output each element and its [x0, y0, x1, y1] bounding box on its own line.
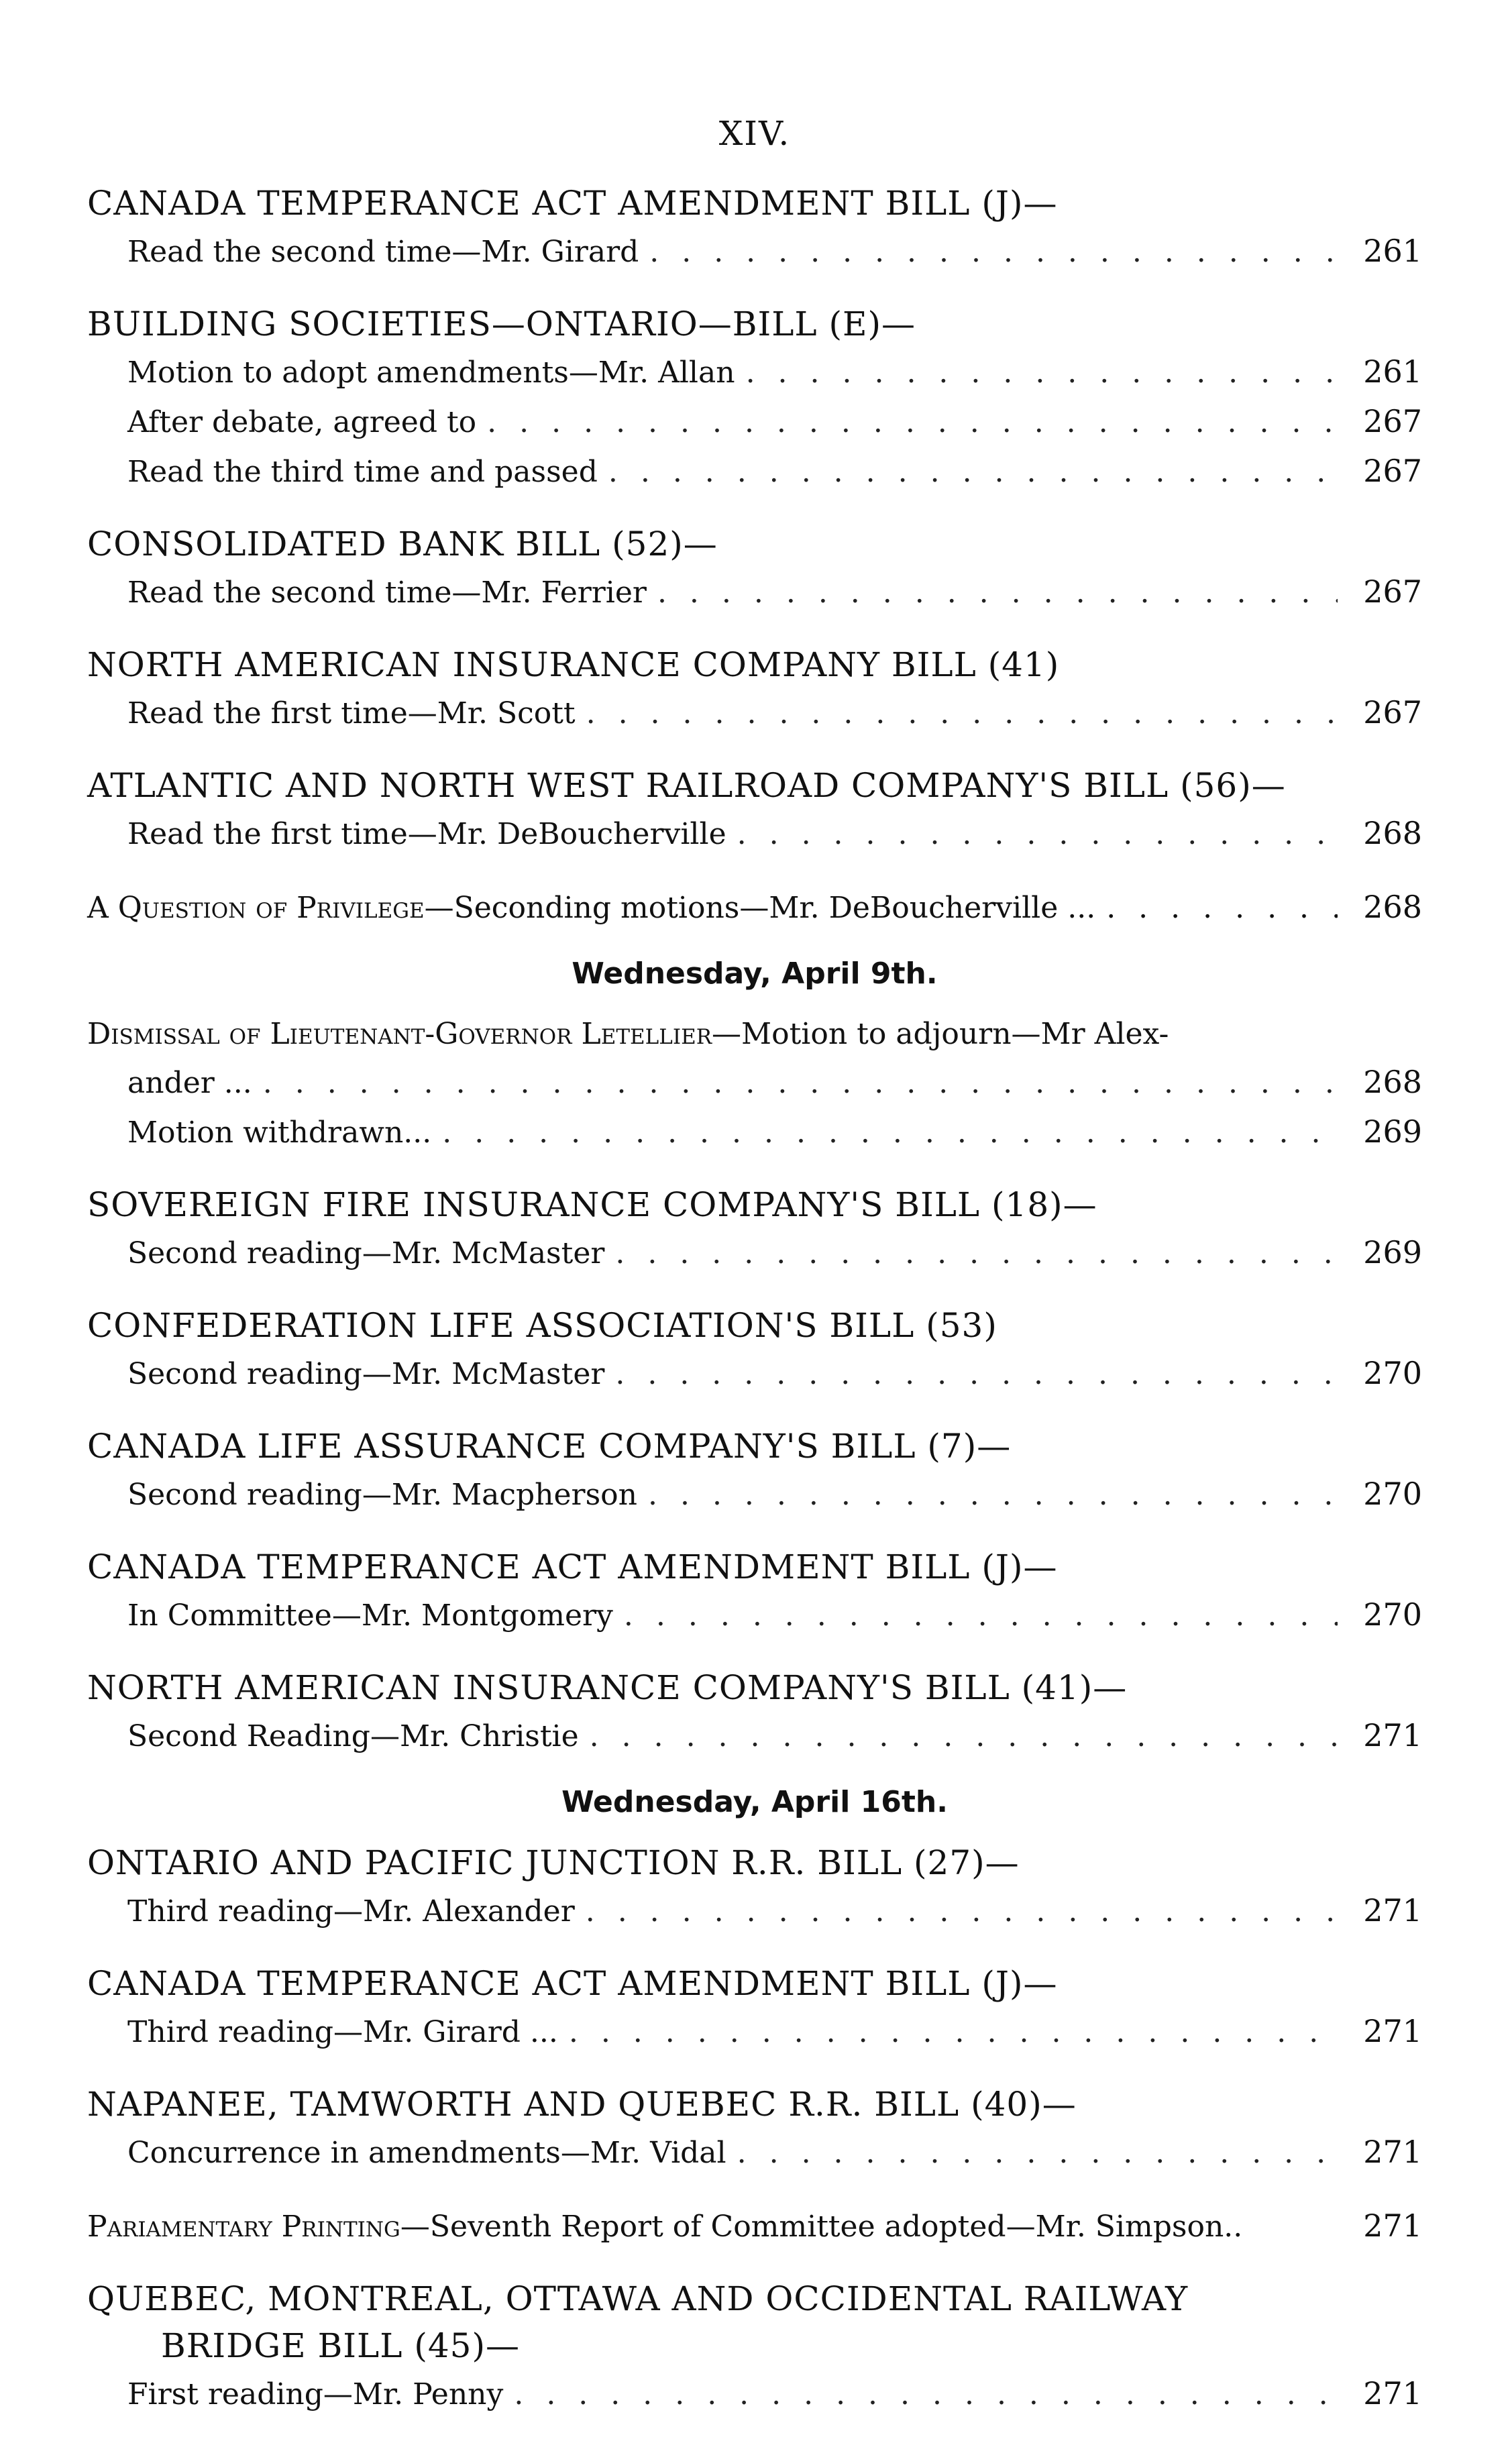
line-text: Second Reading—Mr. Christie: [127, 1719, 579, 1753]
section-april-9: [87, 957, 1422, 1761]
entry-title: CANADA TEMPERANCE ACT AMENDMENT BILL (J)—: [87, 1548, 1058, 1586]
line-text: ander ...: [127, 1066, 252, 1100]
dismissal-entry: [87, 1011, 1422, 1157]
line-text: Third reading—Mr. Alexander: [127, 1894, 575, 1929]
entry-title: CANADA LIFE ASSURANCE COMPANY'S BILL (7)—: [87, 1427, 1012, 1466]
privilege-entry: [87, 883, 1422, 932]
dismissal-rest: —Motion to adjourn—Mr Alex-: [712, 1017, 1169, 1051]
line-text: Read the first time—Mr. DeBoucherville: [127, 817, 726, 851]
index-entry: [87, 762, 1422, 859]
page-ref: 270: [1363, 1476, 1422, 1512]
index-entry: [87, 1543, 1422, 1640]
page-ref: 261: [1363, 233, 1422, 269]
line-text: Read the second time—Mr. Girard: [127, 235, 639, 269]
page-ref: 271: [1363, 2134, 1422, 2170]
page-ref: 268: [1363, 889, 1422, 925]
printing-text: [87, 2203, 1242, 2251]
entry-title: CONFEDERATION LIFE ASSOCIATION'S BILL (53): [87, 1306, 997, 1345]
index-entry: [87, 1302, 1422, 1399]
privilege-lead: A Question of Privilege: [87, 891, 425, 925]
entry-line: [87, 2007, 1422, 2057]
dismissal-lead: Dismissal of Lieutenant-Governor Letellier: [87, 1017, 712, 1051]
index-entry: [87, 521, 1422, 617]
dot-leaders: [590, 1713, 1338, 1761]
printing-lead: Pariamentary Printing: [87, 2210, 400, 2244]
dot-leaders: [514, 2371, 1338, 2419]
dot-leaders: [737, 810, 1338, 859]
entry-line: [87, 447, 1422, 496]
entry-line: [87, 1349, 1422, 1399]
index-entry: [87, 1839, 1422, 1936]
index-entry: [87, 1181, 1422, 1278]
index-entry: [87, 1664, 1422, 1761]
index-entry: [87, 301, 1422, 496]
entry-title: NORTH AMERICAN INSURANCE COMPANY'S BILL (41)—: [87, 1668, 1128, 1707]
entry-line: [87, 809, 1422, 859]
page-ref: 267: [1363, 453, 1422, 489]
dot-leaders: [648, 1471, 1338, 1519]
dot-leaders: [586, 690, 1338, 738]
dot-leaders: [615, 1230, 1338, 1278]
entry-title-continuation: BRIDGE BILL (45)—: [161, 2326, 520, 2365]
section-undated: [87, 180, 1422, 932]
dot-leaders: [1106, 884, 1338, 932]
index-entry: [87, 1423, 1422, 1519]
page-ref: 267: [1363, 574, 1422, 610]
entry-line: [87, 227, 1422, 276]
line-text: Second reading—Mr. Macpherson: [127, 1478, 637, 1512]
dot-leaders: [442, 1109, 1338, 1157]
page-ref: 271: [1363, 2208, 1422, 2244]
printing-entry: [87, 2202, 1422, 2251]
entry-line: [87, 397, 1422, 447]
dot-leaders: [624, 1592, 1338, 1640]
entry-title: NAPANEE, TAMWORTH AND QUEBEC R.R. BILL (40)—: [87, 2085, 1077, 2124]
dot-leaders: [608, 448, 1338, 496]
dot-leaders: [657, 569, 1338, 617]
privilege-rest: —Seconding motions—Mr. DeBoucherville ...: [424, 891, 1096, 925]
page-ref: 269: [1363, 1114, 1422, 1150]
index-entry: [87, 1960, 1422, 2057]
line-text: Third reading—Mr. Girard ...: [127, 2015, 558, 2049]
line-text: Motion withdrawn...: [127, 1116, 432, 1150]
date-heading: Wednesday, April 16th.: [561, 1785, 948, 1819]
entry-line: [87, 347, 1422, 397]
entry-line: [87, 1886, 1422, 1936]
page-ref: 261: [1363, 354, 1422, 390]
page-ref: 270: [1363, 1355, 1422, 1391]
index-entry: [87, 2275, 1422, 2419]
dot-leaders: [586, 1888, 1338, 1936]
entry-line: [87, 1107, 1422, 1157]
dot-leaders: [615, 1350, 1338, 1399]
index-entry: [87, 641, 1422, 738]
entry-line: [87, 1228, 1422, 1278]
privilege-text: [87, 884, 1095, 932]
entry-title: ONTARIO AND PACIFIC JUNCTION R.R. BILL (27)—: [87, 1843, 1020, 1882]
section-april-16: [87, 1785, 1422, 2419]
entry-title: CONSOLIDATED BANK BILL (52)—: [87, 525, 718, 563]
page-ref: 267: [1363, 694, 1422, 730]
entry-line: [87, 688, 1422, 738]
index-page: [87, 114, 1422, 2443]
entry-line: [87, 1590, 1422, 1640]
page-number: XIV.: [718, 114, 791, 153]
line-text: In Committee—Mr. Montgomery: [127, 1598, 613, 1633]
printing-rest: —Seventh Report of Committee adopted—Mr. Simpson..: [400, 2210, 1243, 2244]
dot-leaders: [649, 228, 1338, 276]
line-text: After debate, agreed to: [127, 405, 477, 439]
entry-line: [87, 1711, 1422, 1761]
entry-line: [87, 567, 1422, 617]
dot-leaders: [487, 398, 1338, 447]
entry-line: [87, 2369, 1422, 2419]
page-ref: 268: [1363, 1064, 1422, 1100]
dot-leaders: [263, 1059, 1338, 1107]
entry-title: BUILDING SOCIETIES—ONTARIO—BILL (E)—: [87, 305, 916, 343]
index-entry: [87, 2081, 1422, 2177]
entry-line: [87, 2128, 1422, 2177]
line-text: Read the second time—Mr. Ferrier: [127, 576, 647, 610]
line-text: Concurrence in amendments—Mr. Vidal: [127, 2136, 726, 2170]
line-text: Read the third time and passed: [127, 455, 598, 489]
entry-title: CANADA TEMPERANCE ACT AMENDMENT BILL (J)—: [87, 1964, 1058, 2003]
page-ref: 271: [1363, 1717, 1422, 1753]
page-ref: 268: [1363, 815, 1422, 851]
dot-leaders: [737, 2129, 1338, 2177]
page-ref: 270: [1363, 1596, 1422, 1633]
line-text: Second reading—Mr. McMaster: [127, 1236, 605, 1270]
entry-title: NORTH AMERICAN INSURANCE COMPANY BILL (41): [87, 645, 1060, 684]
entry-line: [87, 1058, 1422, 1107]
dot-leaders: [746, 349, 1338, 397]
line-text: Second reading—Mr. McMaster: [127, 1357, 605, 1391]
dismissal-heading: [87, 1011, 1422, 1058]
line-text: Motion to adopt amendments—Mr. Allan: [127, 356, 735, 390]
line-text: First reading—Mr. Penny: [127, 2377, 504, 2411]
entry-title: QUEBEC, MONTREAL, OTTAWA AND OCCIDENTAL RAILWAY: [87, 2279, 1189, 2318]
dot-leaders: [569, 2008, 1338, 2057]
entry-title: CANADA TEMPERANCE ACT AMENDMENT BILL (J)—: [87, 184, 1058, 223]
page-ref: 269: [1363, 1234, 1422, 1270]
line-text: Read the first time—Mr. Scott: [127, 696, 576, 730]
date-heading: Wednesday, April 9th.: [572, 957, 938, 991]
page-ref: 271: [1363, 1892, 1422, 1929]
entry-title: SOVEREIGN FIRE INSURANCE COMPANY'S BILL (18)—: [87, 1185, 1097, 1224]
page-ref: 267: [1363, 403, 1422, 439]
index-entry: [87, 180, 1422, 276]
entry-line: [87, 1470, 1422, 1519]
page-ref: 271: [1363, 2013, 1422, 2049]
entry-title: ATLANTIC AND NORTH WEST RAILROAD COMPANY'S BILL (56)—: [87, 766, 1286, 805]
page-ref: 271: [1363, 2375, 1422, 2411]
